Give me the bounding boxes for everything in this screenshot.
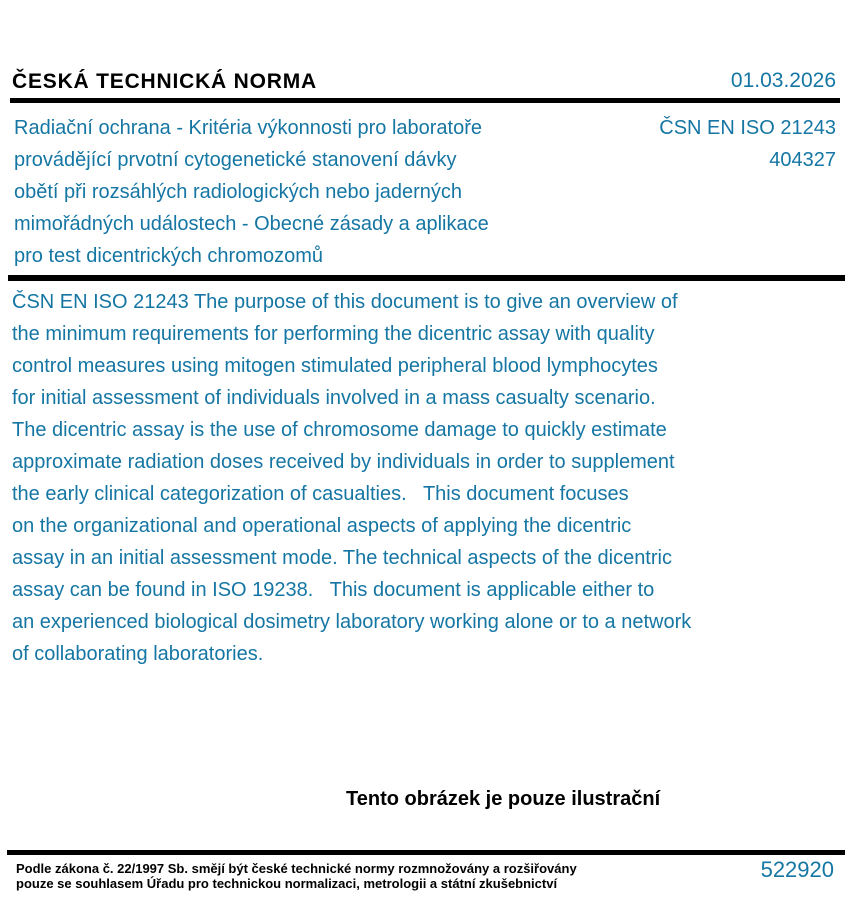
class-number: 404327 [769,149,836,171]
abstract-text [12,286,792,670]
abstract-line: control measures using mitogen stimulated peripheral blood lymphocytes [12,355,658,377]
copyright-notice [16,861,577,891]
abstract-line: of collaborating laboratories. [12,643,264,665]
catalog-number: 522920 [760,857,834,882]
abstract-line: approximate radiation doses received by individuals in order to supplement [12,451,675,473]
standard-title-line: pro test dicentrických chromozomů [14,245,324,267]
standard-title-line: mimořádných událostech - Obecné zásady a aplikace [14,213,489,235]
abstract-line: assay in an initial assessment mode. The technical aspects of the dicentric [12,547,672,569]
abstract-line: assay can be found in ISO 19238. This document is applicable either to [12,579,655,601]
abstract-line: The dicentric assay is the use of chromosome damage to quickly estimate [12,419,667,441]
abstract-line: ČSN EN ISO 21243 The purpose of this document is to give an overview of [12,291,678,313]
standard-title-line: Radiační ochrana - Kritéria výkonnosti pro laboratoře [14,117,483,139]
standard-code: ČSN EN ISO 21243 [659,117,836,139]
copyright-line: pouze se souhlasem Úřadu pro technickou normalizaci, metrologii a státní zkušebnictví [16,876,558,891]
standard-title-line: provádějící prvotní cytogenetické stanovení dávky [14,149,457,171]
standard-title [14,112,594,272]
effective-date: 01.03.2026 [730,69,836,92]
page-title: ČESKÁ TECHNICKÁ NORMA [12,70,317,93]
abstract-line: for initial assessment of individuals involved in a mass casualty scenario. [12,387,656,409]
abstract-line: on the organizational and operational aspects of applying the dicentric [12,515,632,537]
footer-divider [7,850,845,855]
title-divider [8,275,845,281]
abstract-line: an experienced biological dosimetry laboratory working alone or to a network [12,611,692,633]
abstract-line: the early clinical categorization of casualties. This document focuses [12,483,629,505]
copyright-line: Podle zákona č. 22/1997 Sb. smějí být české technické normy rozmnožovány a rozšiřovány [16,861,577,876]
header-divider [10,98,840,103]
standard-title-line: obětí při rozsáhlých radiologických nebo jaderných [14,181,463,203]
illustration-disclaimer: Tento obrázek je pouze ilustrační [346,788,661,810]
standard-identifiers [576,112,836,176]
abstract-line: the minimum requirements for performing the dicentric assay with quality [12,323,655,345]
